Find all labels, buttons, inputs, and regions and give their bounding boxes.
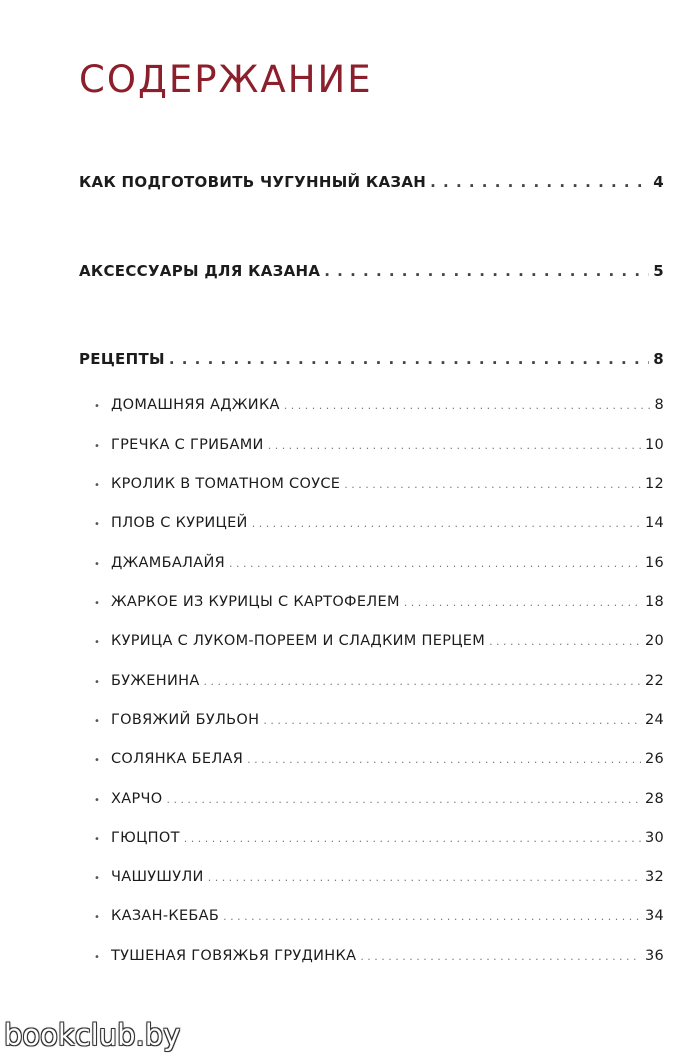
bullet-icon: • — [94, 952, 101, 963]
bullet-icon: • — [94, 480, 101, 491]
toc-section-recipes[interactable] — [79, 350, 664, 368]
dot-leader — [184, 832, 641, 845]
toc-page-number: 12 — [644, 476, 664, 492]
dot-leader — [208, 871, 641, 884]
bullet-icon: • — [94, 598, 101, 609]
toc-recipe-item[interactable] — [94, 555, 664, 571]
toc-recipe-item[interactable] — [94, 830, 664, 846]
dot-leader — [324, 262, 649, 280]
toc-recipe-label: КУРИЦА С ЛУКОМ-ПОРЕЕМ И СЛАДКИМ ПЕРЦЕМ — [111, 633, 486, 649]
dot-leader — [430, 173, 649, 191]
dot-leader — [360, 950, 641, 963]
toc-recipe-item[interactable] — [94, 673, 664, 689]
bullet-icon: • — [94, 637, 101, 648]
toc-page-number: 36 — [644, 948, 664, 964]
toc-page-number: 30 — [644, 830, 664, 846]
toc-section-accessories[interactable] — [79, 262, 664, 280]
toc-page-number: 5 — [653, 262, 664, 280]
toc-page-number: 34 — [644, 908, 664, 924]
toc-recipe-item[interactable] — [94, 712, 664, 728]
dot-leader — [166, 793, 640, 806]
toc-recipe-item[interactable] — [94, 476, 664, 492]
bullet-icon: • — [94, 677, 101, 688]
bullet-icon: • — [94, 519, 101, 530]
toc-recipe-label: ХАРЧО — [111, 791, 163, 807]
toc-page-number: 8 — [653, 350, 664, 368]
toc-recipe-label: КРОЛИК В ТОМАТНОМ СОУСЕ — [111, 476, 341, 492]
dot-leader — [404, 596, 641, 609]
toc-page-number: 32 — [644, 869, 664, 885]
page-title: СОДЕРЖАНИЕ — [79, 58, 373, 101]
toc-section-label: РЕЦЕПТЫ — [79, 350, 165, 368]
bullet-icon: • — [94, 795, 101, 806]
dot-leader — [169, 350, 649, 368]
toc-recipe-label: ЧАШУШУЛИ — [111, 869, 204, 885]
toc-recipe-label: ГРЕЧКА С ГРИБАМИ — [111, 437, 264, 453]
bullet-icon: • — [94, 912, 101, 923]
toc-section-prepare[interactable] — [79, 173, 664, 191]
dot-leader — [204, 675, 641, 688]
toc-recipe-label: ДОМАШНЯЯ АДЖИКА — [111, 397, 280, 413]
dot-leader — [263, 714, 641, 727]
toc-recipe-label: ТУШЕНАЯ ГОВЯЖЬЯ ГРУДИНКА — [111, 948, 357, 964]
dot-leader — [268, 439, 641, 452]
bullet-icon: • — [94, 441, 101, 452]
toc-recipe-item[interactable] — [94, 948, 664, 964]
toc-page-number: 8 — [654, 397, 664, 413]
toc-page-number: 16 — [644, 555, 664, 571]
bullet-icon: • — [94, 873, 101, 884]
dot-leader — [284, 399, 651, 412]
toc-recipe-item[interactable] — [94, 515, 664, 531]
toc-page-number: 22 — [644, 673, 664, 689]
bullet-icon: • — [94, 559, 101, 570]
toc-section-label: АКСЕССУАРЫ ДЛЯ КАЗАНА — [79, 262, 321, 280]
watermark: bookclub.by — [4, 1018, 181, 1052]
toc-recipe-label: ЖАРКОЕ ИЗ КУРИЦЫ С КАРТОФЕЛЕМ — [111, 594, 400, 610]
toc-page-number: 4 — [653, 173, 664, 191]
dot-leader — [229, 557, 641, 570]
dot-leader — [489, 635, 641, 648]
bullet-icon: • — [94, 716, 101, 727]
toc-recipe-label: СОЛЯНКА БЕЛАЯ — [111, 751, 244, 767]
toc-page-number: 10 — [644, 437, 664, 453]
toc-page-number: 26 — [644, 751, 664, 767]
dot-leader — [247, 753, 641, 766]
toc-recipe-item[interactable] — [94, 791, 664, 807]
toc-section-label: КАК ПОДГОТОВИТЬ ЧУГУННЫЙ КАЗАН — [79, 173, 427, 191]
toc-recipe-label: КАЗАН-КЕБАБ — [111, 908, 220, 924]
toc-recipe-item[interactable] — [94, 869, 664, 885]
dot-leader — [252, 517, 641, 530]
dot-leader — [344, 478, 641, 491]
toc-recipe-item[interactable] — [94, 633, 664, 649]
dot-leader — [223, 910, 641, 923]
toc-recipe-label: ДЖАМБАЛАЙЯ — [111, 555, 225, 571]
bullet-icon: • — [94, 834, 101, 845]
toc-recipe-item[interactable] — [94, 908, 664, 924]
toc-page-number: 24 — [644, 712, 664, 728]
toc-recipe-label: ГОВЯЖИЙ БУЛЬОН — [111, 712, 260, 728]
bullet-icon: • — [94, 401, 101, 412]
toc-page-number: 14 — [644, 515, 664, 531]
toc-recipe-label: ГЮЦПОТ — [111, 830, 180, 846]
toc-page-number: 20 — [644, 633, 664, 649]
toc-recipe-item[interactable] — [94, 594, 664, 610]
toc-recipe-label: ПЛОВ С КУРИЦЕЙ — [111, 515, 248, 531]
toc-recipe-item[interactable] — [94, 751, 664, 767]
toc-recipe-label: БУЖЕНИНА — [111, 673, 200, 689]
bullet-icon: • — [94, 755, 101, 766]
toc-page-number: 18 — [644, 594, 664, 610]
toc-recipe-item[interactable] — [94, 437, 664, 453]
toc-recipe-item[interactable] — [94, 397, 664, 413]
toc-page-number: 28 — [644, 791, 664, 807]
